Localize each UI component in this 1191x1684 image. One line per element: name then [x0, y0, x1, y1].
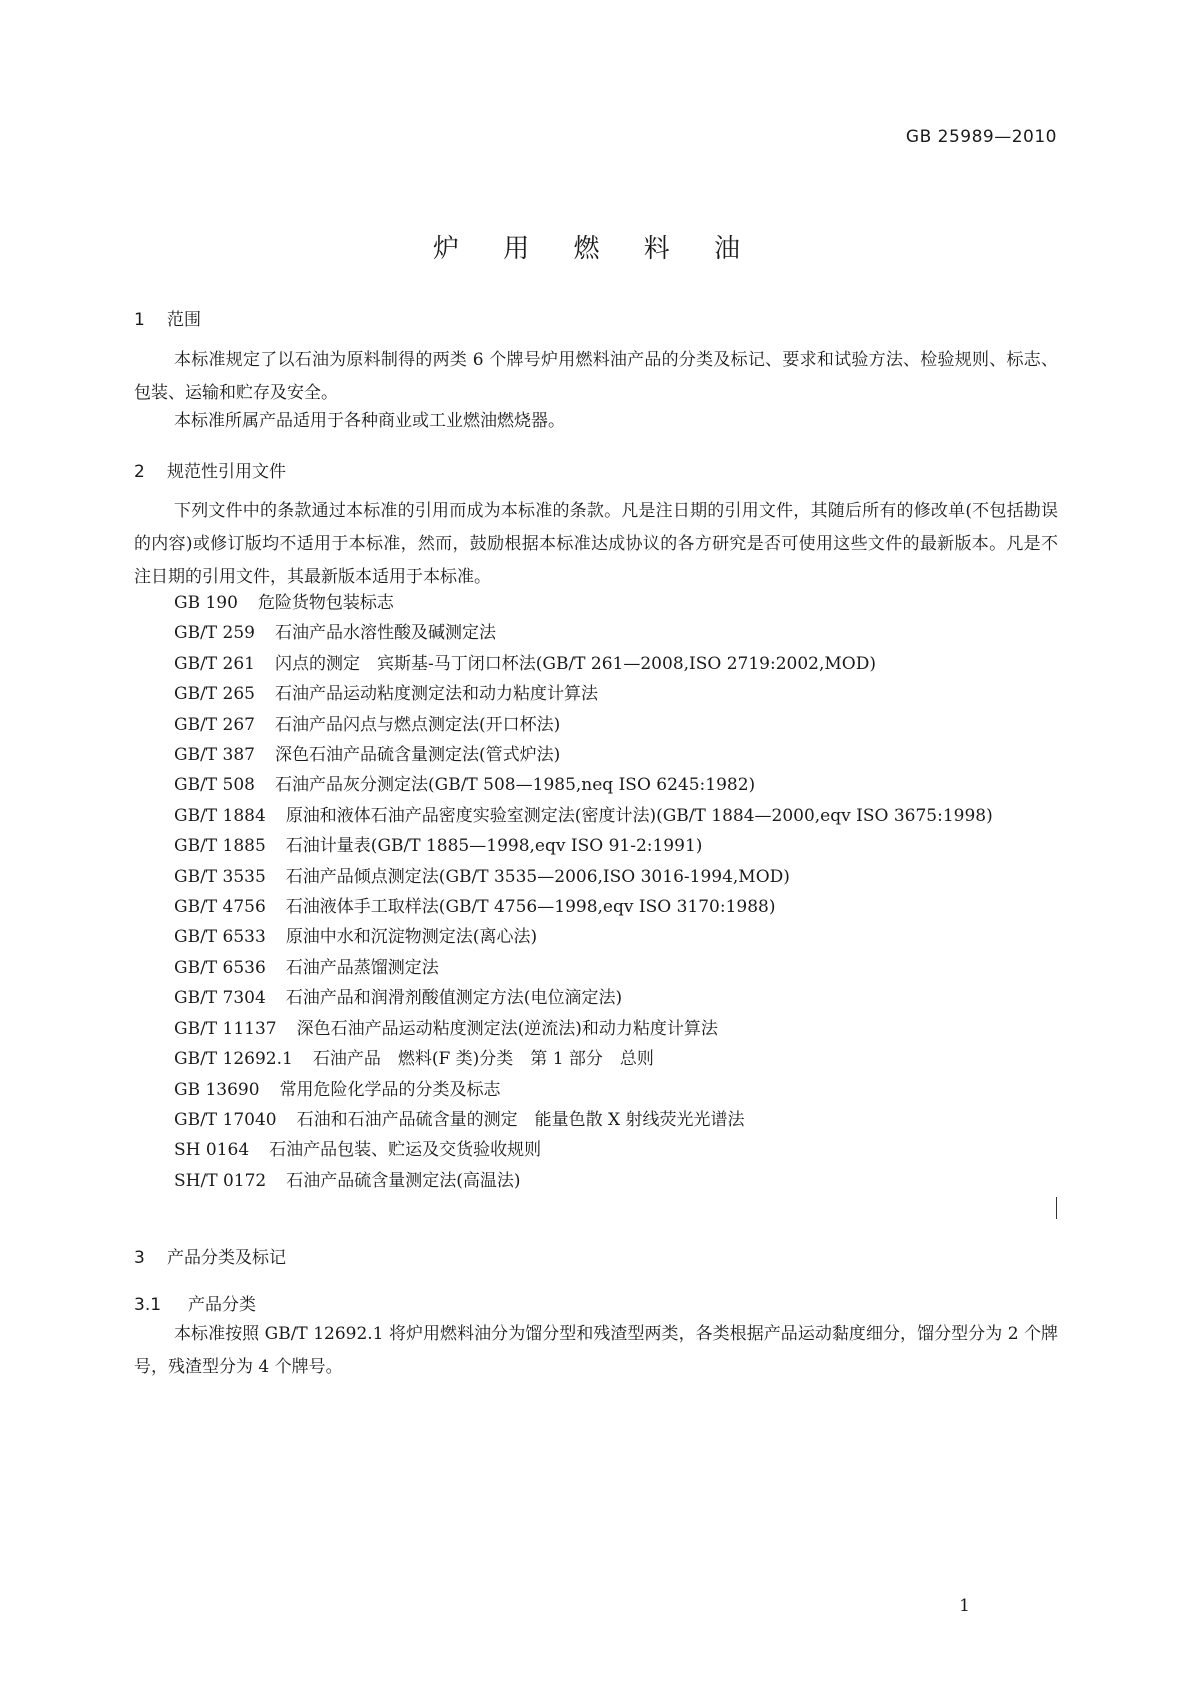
reference-item [134, 1105, 1058, 1135]
reference-title: 石油产品蒸馏测定法 [285, 957, 439, 978]
section-title: 产品分类 [188, 1295, 256, 1315]
reference-item [134, 710, 1058, 740]
reference-code: GB/T 261 [174, 653, 255, 674]
reference-title: 石油液体手工取样法(GB/T 4756—1998,eqv ISO 3170:1988) [285, 897, 776, 918]
reference-code: SH/T 0172 [174, 1170, 267, 1191]
reference-item [134, 618, 1058, 648]
section-number: 3 [134, 1248, 145, 1268]
reference-code: GB/T 1884 [174, 805, 266, 826]
subsection-heading-product-classification [134, 1290, 256, 1315]
section-number: 3.1 [134, 1295, 162, 1315]
reference-item [134, 801, 1058, 831]
reference-title: 石油产品硫含量测定法(高温法) [286, 1170, 521, 1191]
section-title: 规范性引用文件 [167, 462, 286, 482]
reference-code: GB 13690 [174, 1079, 260, 1100]
reference-code: GB/T 6536 [174, 957, 266, 978]
reference-code: GB/T 265 [174, 684, 255, 705]
scope-paragraph-1: 本标准规定了以石油为原料制得的两类 6 个牌号炉用燃料油产品的分类及标记、要求和试验方法、检验规则、标志、包装、运输和贮存及安全。 [134, 350, 1058, 403]
scope-paragraph-2: 本标准所属产品适用于各种商业或工业燃油燃烧器。 [174, 411, 565, 431]
reference-item [134, 1166, 1058, 1196]
section-title: 产品分类及标记 [167, 1248, 286, 1268]
reference-code: GB/T 6533 [174, 927, 266, 948]
reference-code: GB/T 7304 [174, 988, 266, 1009]
reference-item [134, 588, 1058, 618]
section-heading-normative-references [134, 457, 286, 482]
reference-item [134, 1044, 1058, 1074]
section-heading-scope [134, 305, 201, 330]
section-number: 2 [134, 462, 145, 482]
reference-title: 石油产品水溶性酸及碱测定法 [275, 623, 496, 644]
references-list [134, 588, 1058, 1196]
section-heading-classification [134, 1243, 286, 1268]
reference-item [134, 983, 1058, 1013]
reference-item [134, 831, 1058, 861]
reference-title: 石油产品闪点与燃点测定法(开口杯法) [275, 714, 561, 735]
reference-code: GB/T 4756 [174, 897, 266, 918]
reference-code: GB/T 259 [174, 623, 255, 644]
reference-title: 石油产品倾点测定法(GB/T 3535—2006,ISO 3016-1994,MOD) [285, 866, 790, 887]
reference-code: GB/T 3535 [174, 866, 266, 887]
reference-item [134, 922, 1058, 952]
references-intro-paragraph: 下列文件中的条款通过本标准的引用而成为本标准的条款。凡是注日期的引用文件，其随后所有的修改单(不包括勘误的内容)或修订版均不适用于本标准，然而，鼓励根据本标准达成协议的各方研究是否可使用这些文件的最新版本。凡是不注日期的引用文件，其最新版本适用于本标准。 [134, 501, 1058, 587]
section-title: 范围 [167, 310, 201, 330]
reference-title: 闪点的测定 宾斯基-马丁闭口杯法(GB/T 261—2008,ISO 2719:2002,MOD) [275, 653, 877, 674]
reference-title: 深色石油产品运动粘度测定法(逆流法)和动力粘度计算法 [296, 1018, 718, 1039]
standard-number: GB 25989—2010 [905, 127, 1057, 147]
reference-code: SH 0164 [174, 1140, 250, 1161]
reference-title: 石油计量表(GB/T 1885—1998,eqv ISO 91-2:1991) [285, 836, 703, 857]
reference-item [134, 740, 1058, 770]
reference-title: 危险货物包装标志 [257, 593, 394, 613]
reference-title: 石油产品 燃料(F 类)分类 第 1 部分 总则 [312, 1049, 654, 1070]
revision-margin-mark [1056, 1197, 1057, 1219]
reference-title: 石油产品包装、贮运及交货验收规则 [269, 1140, 542, 1161]
reference-code: GB/T 11137 [174, 1018, 277, 1039]
reference-item [134, 649, 1058, 679]
reference-title: 石油产品和润滑剂酸值测定方法(电位滴定法) [285, 988, 623, 1009]
reference-code: GB/T 267 [174, 714, 255, 735]
reference-item [134, 1075, 1058, 1105]
reference-code: GB/T 387 [174, 745, 255, 766]
reference-item [134, 770, 1058, 800]
reference-item [134, 953, 1058, 983]
reference-item [134, 1135, 1058, 1165]
reference-title: 深色石油产品硫含量测定法(管式炉法) [275, 745, 561, 766]
reference-code: GB/T 508 [174, 775, 255, 796]
reference-title: 原油中水和沉淀物测定法(离心法) [285, 927, 538, 948]
reference-title: 石油和石油产品硫含量的测定 能量色散 X 射线荧光光谱法 [296, 1109, 745, 1130]
reference-item [134, 892, 1058, 922]
reference-item [134, 862, 1058, 892]
classification-paragraph: 本标准按照 GB/T 12692.1 将炉用燃料油分为馏分型和残渣型两类，各类根据产品运动黏度细分，馏分型分为 2 个牌号，残渣型分为 4 个牌号。 [134, 1324, 1058, 1377]
reference-code: GB/T 12692.1 [174, 1049, 293, 1070]
reference-code: GB 190 [174, 593, 238, 613]
reference-item [134, 1014, 1058, 1044]
reference-item [134, 679, 1058, 709]
reference-title: 原油和液体石油产品密度实验室测定法(密度计法)(GB/T 1884—2000,eqv ISO 3675:1998) [285, 805, 993, 826]
reference-title: 石油产品灰分测定法(GB/T 508—1985,neq ISO 6245:1982) [275, 775, 756, 796]
reference-title: 石油产品运动粘度测定法和动力粘度计算法 [275, 684, 598, 705]
page-number: 1 [959, 1596, 970, 1616]
reference-code: GB/T 17040 [174, 1109, 277, 1130]
reference-code: GB/T 1885 [174, 836, 266, 857]
reference-title: 常用危险化学品的分类及标志 [279, 1079, 501, 1100]
section-number: 1 [134, 310, 145, 330]
document-title: 炉 用 燃 料 油 [432, 234, 759, 264]
